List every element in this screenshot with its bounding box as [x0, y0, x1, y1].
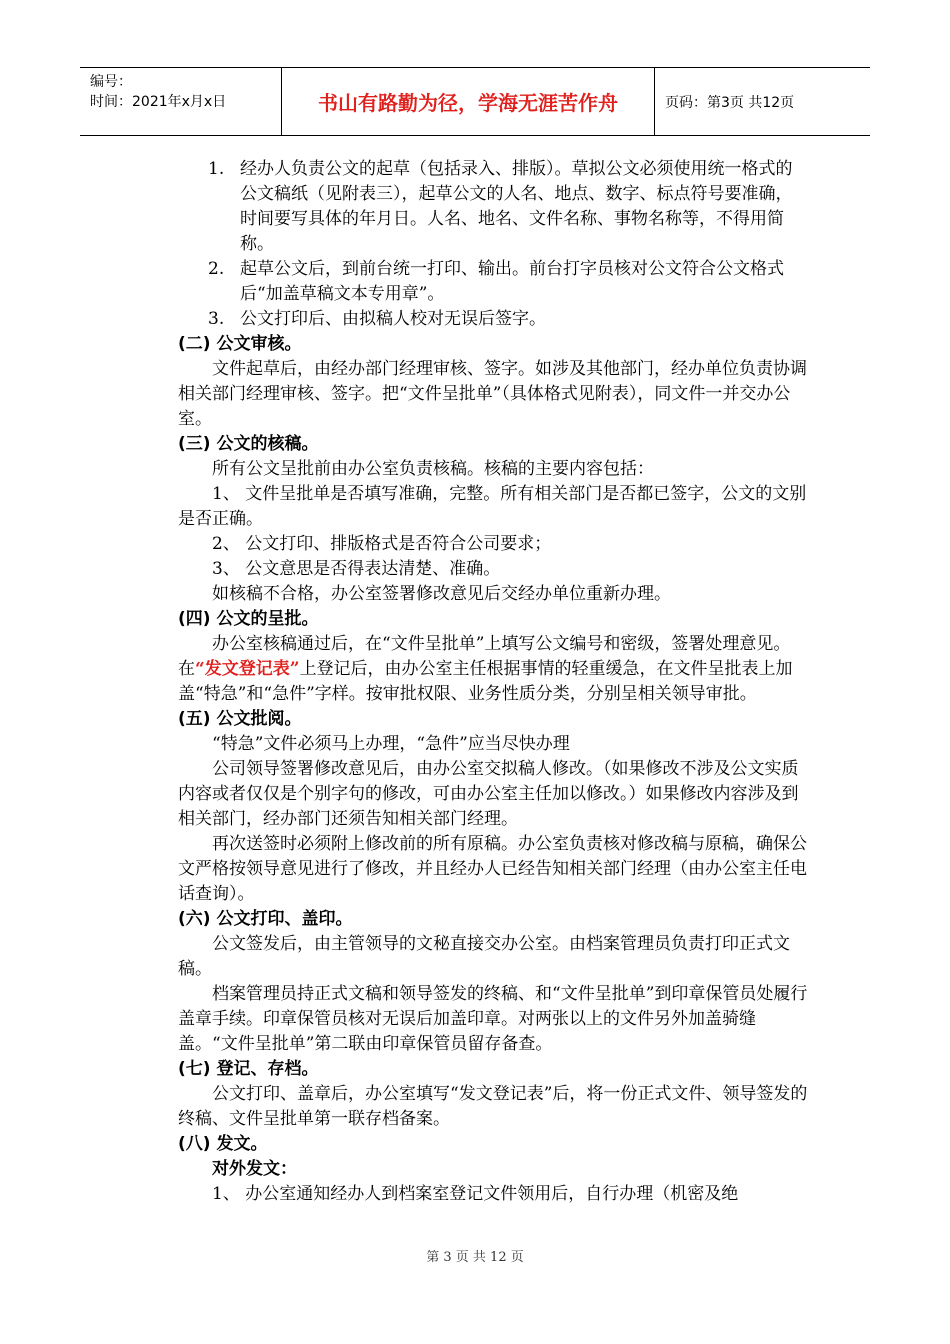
section-heading: (二) 公文审核。 — [178, 334, 302, 354]
header-page-info: 页码：第3页 共12页 — [665, 94, 795, 111]
list-item — [178, 307, 808, 332]
highlighted-term: “发文登记表” — [195, 659, 300, 679]
paragraph: “特急”文件必须马上办理，“急件”应当尽快办理 — [212, 734, 570, 754]
paragraph: 文件起草后，由经办部门经理审核、签字。如涉及其他部门，经办单位负责协调相关部门经理审核、签字。把“文件呈批单”（具体格式见附表），同文件一并交办公室。 — [178, 359, 807, 429]
paragraph: 档案管理员持正式文稿和领导签发的终稿、和“文件呈批单”到印章保管员处履行盖章手续。印章保管员核对无误后加盖印章。对两张以上的文件另外加盖骑缝盖。“文件呈批单”第二联由印章保管员留存备查。 — [178, 984, 808, 1054]
list-number: 1. — [208, 159, 225, 179]
paragraph: 公文签发后，由主管领导的文秘直接交办公室。由档案管理员负责打印正式文稿。 — [178, 934, 790, 979]
header-motto: 书山有路勤为径，学海无涯苦作舟 — [282, 68, 655, 135]
paragraph — [178, 632, 808, 707]
list-text: 起草公文后，到前台统一打印、输出。前台打字员核对公文符合公文格式后“加盖草稿文本专用章”。 — [240, 259, 784, 304]
list-item — [178, 257, 808, 307]
paragraph: 2、 公文打印、排版格式是否符合公司要求； — [212, 534, 552, 554]
paragraph-text: 上登记后，由办公室主任根据事情的轻重缓急，在文件呈批表上加盖“特急”和“急件”字样。按审批权限、业务性质分类，分别呈相关领导审批。 — [178, 659, 793, 704]
paragraph: 1、 办公室通知经办人到档案室登记文件领用后，自行办理（机密及绝 — [212, 1184, 739, 1204]
paragraph-text: 办公室核稿通过后，在“文件呈批单”上填写公文编号和密级，签署处理意见。在 — [178, 634, 791, 679]
document-number-label: 编号： — [90, 74, 132, 90]
paragraph: 再次送签时必须附上修改前的所有原稿。办公室负责核对修改稿与原稿，确保公文严格按领导意见进行了修改，并且经办人已经告知相关部门经理（由办公室主任电话查询）。 — [178, 834, 807, 904]
list-text: 经办人负责公文的起草（包括录入、排版）。草拟公文必须使用统一格式的公文稿纸（见附表三），起草公文的人名、地点、数字、标点符号要准确，时间要写具体的年月日。人名、地名、文件名称、事物名称等，不得用简称。 — [240, 159, 793, 254]
document-date: 时间：2021年x月x日 — [90, 94, 227, 110]
section-heading: (三) 公文的核稿。 — [178, 434, 319, 454]
section-heading: (七) 登记、存档。 — [178, 1059, 319, 1079]
section-heading: (四) 公文的呈批。 — [178, 609, 319, 629]
section-heading: (五) 公文批阅。 — [178, 709, 302, 729]
paragraph: 3、 公文意思是否得表达清楚、准确。 — [212, 559, 501, 579]
page-footer: 第 3 页 共 12 页 — [426, 1250, 524, 1265]
list-number: 2. — [208, 259, 225, 279]
list-number: 3. — [208, 309, 225, 329]
header-meta — [80, 68, 282, 135]
paragraph: 如核稿不合格，办公室签署修改意见后交经办单位重新办理。 — [212, 584, 671, 604]
section-heading: (八) 发文。 — [178, 1134, 268, 1154]
page-header — [80, 67, 870, 136]
paragraph: 公司领导签署修改意见后，由办公室交拟稿人修改。（如果修改不涉及公文实质内容或者仅仅是个别字句的修改，可由办公室主任加以修改。）如果修改内容涉及到相关部门，经办部门还须告知相关部门经理。 — [178, 759, 799, 829]
document-body — [178, 157, 808, 1207]
paragraph: 所有公文呈批前由办公室负责核稿。核稿的主要内容包括： — [212, 459, 654, 479]
paragraph: 1、 文件呈批单是否填写准确，完整。所有相关部门是否都已签字，公文的文别是否正确。 — [178, 484, 807, 529]
list-item — [178, 157, 808, 257]
section-heading: (六) 公文打印、盖印。 — [178, 909, 353, 929]
subheading: 对外发文： — [212, 1159, 297, 1179]
list-text: 公文打印后、由拟稿人校对无误后签字。 — [240, 309, 546, 329]
paragraph: 公文打印、盖章后，办公室填写“发文登记表”后，将一份正式文件、领导签发的终稿、文件呈批单第一联存档备案。 — [178, 1084, 808, 1129]
